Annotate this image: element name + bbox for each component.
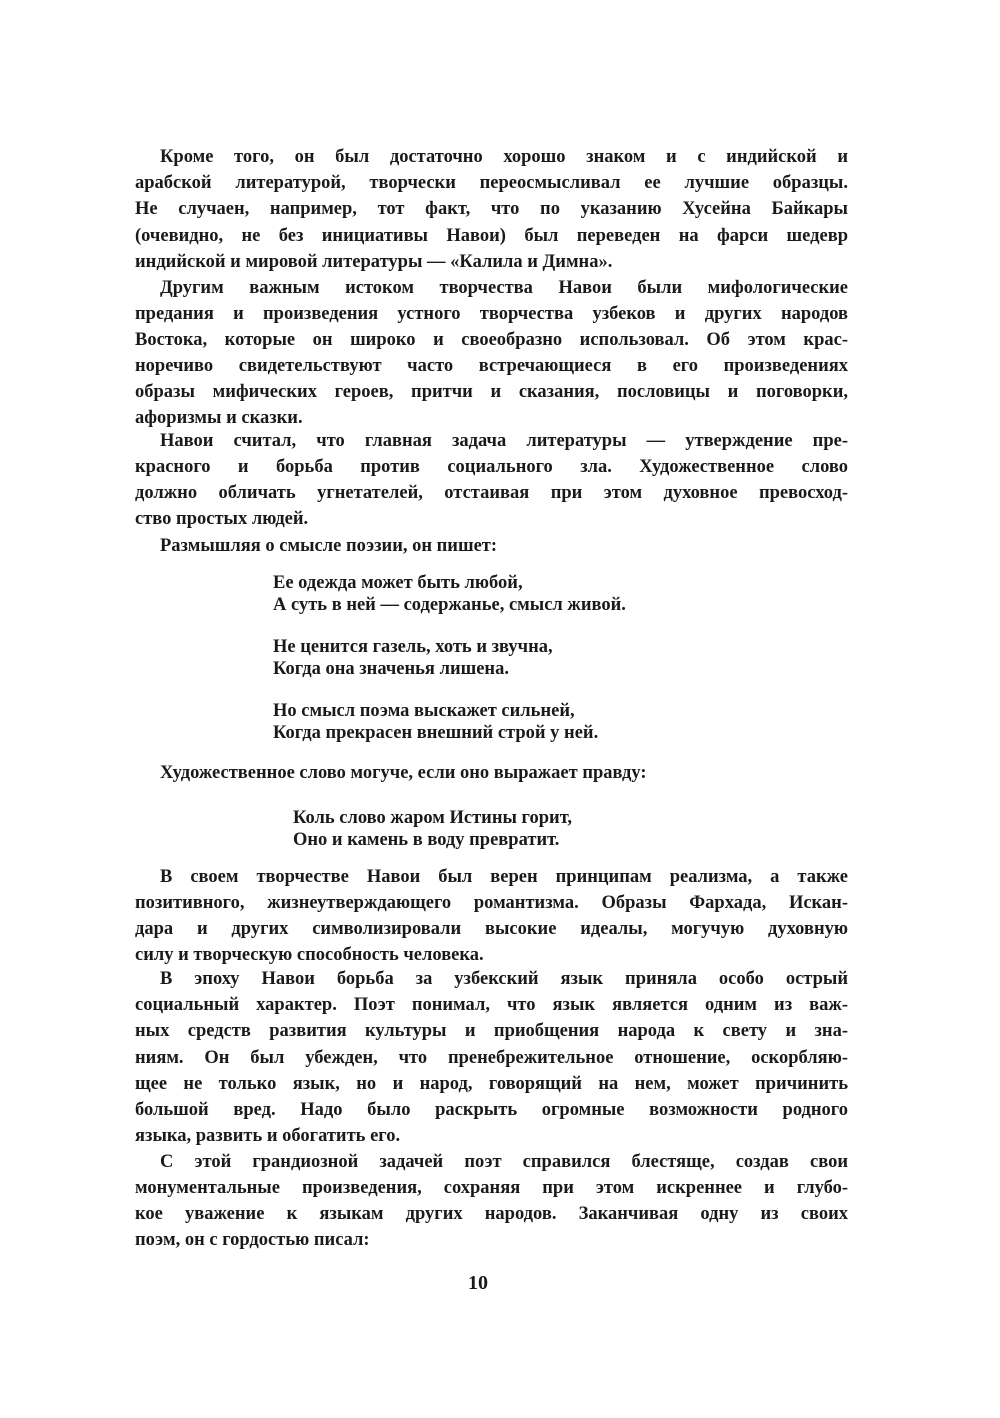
text-line: В эпоху Навои борьба за узбекский язык приняла особо острый [160,969,848,989]
poem-line: Когда прекрасен внешний строй у ней. [273,723,599,743]
text-line: Не случаен, например, тот факт, что по указанию Хусейна Байкары [135,199,848,219]
text-line: Кроме того, он был достаточно хорошо знаком и с индийской и [160,147,848,167]
text-line: образы мифических героев, притчи и сказания, пословицы и поговорки, [135,382,848,402]
text-line: ных средств развития культуры и приобщения народа к свету и зна- [135,1021,848,1041]
text-line: афоризмы и сказки. [135,408,303,428]
text-line: социальный характер. Поэт понимал, что язык является одним из важ- [135,995,848,1015]
text-line: Художественное слово могуче, если оно выражает правду: [160,763,647,783]
text-line: ниям. Он был убежден, что пренебрежительное отношение, оскорбляю- [135,1048,848,1068]
text-line: щее не только язык, но и народ, говорящий на нем, может причинить [135,1074,848,1094]
text-line: Размышляя о смысле поэзии, он пишет: [160,536,498,556]
text-line: Навои считал, что главная задача литературы — утверждение пре- [160,431,848,451]
text-line: красного и борьба против социального зла. Художественное слово [135,457,848,477]
poem-line: Когда она значенья лишена. [273,659,509,679]
poem-line: Не ценится газель, хоть и звучна, [273,637,553,657]
poem-line: А суть в ней — содержанье, смысл живой. [273,595,626,615]
text-line: С этой грандиозной задачей поэт справился блестяще, создав свои [160,1152,848,1172]
text-line: силу и творческую способность человека. [135,945,484,965]
text-line: кое уважение к языкам других народов. Заканчивая одну из своих [135,1204,848,1224]
text-line: Востока, которые он широко и своеобразно использовал. Об этом крас- [135,330,848,350]
text-line: языка, развить и обогатить его. [135,1126,401,1146]
text-line: дара и других символизировали высокие идеалы, могучую духовную [135,919,848,939]
text-line: предания и произведения устного творчества узбеков и других народов [135,304,848,324]
text-line: монументальные произведения, сохраняя при этом искреннее и глубо- [135,1178,848,1198]
text-line: (очевидно, не без инициативы Навои) был переведен на фарси шедевр [135,226,848,246]
poem-line: Ее одежда может быть любой, [273,573,523,593]
text-line: Другим важным истоком творчества Навои были мифологические [160,278,848,298]
text-line: позитивного, жизнеутверждающего романтизма. Образы Фархада, Искан- [135,893,848,913]
text-line: ство простых людей. [135,509,309,529]
text-line: арабской литературой, творчески переосмысливал ее лучшие образцы. [135,173,848,193]
poem-line: Оно и камень в воду превратит. [293,830,560,850]
text-line: должно обличать угнетателей, отстаивая при этом духовное превосход- [135,483,848,503]
text-line: В своем творчестве Навои был верен принципам реализма, а также [160,867,848,887]
text-line: большой вред. Надо было раскрыть огромные возможности родного [135,1100,848,1120]
page-number: 10 [468,1272,488,1294]
text-line: норечиво свидетельствуют часто встречающиеся в его произведениях [135,356,848,376]
text-line: индийской и мировой литературы — «Калила и Димна». [135,252,613,272]
poem-line: Коль слово жаром Истины горит, [293,808,573,828]
poem-line: Но смысл поэма выскажет сильней, [273,701,575,721]
text-line: поэм, он с гордостью писал: [135,1230,370,1250]
